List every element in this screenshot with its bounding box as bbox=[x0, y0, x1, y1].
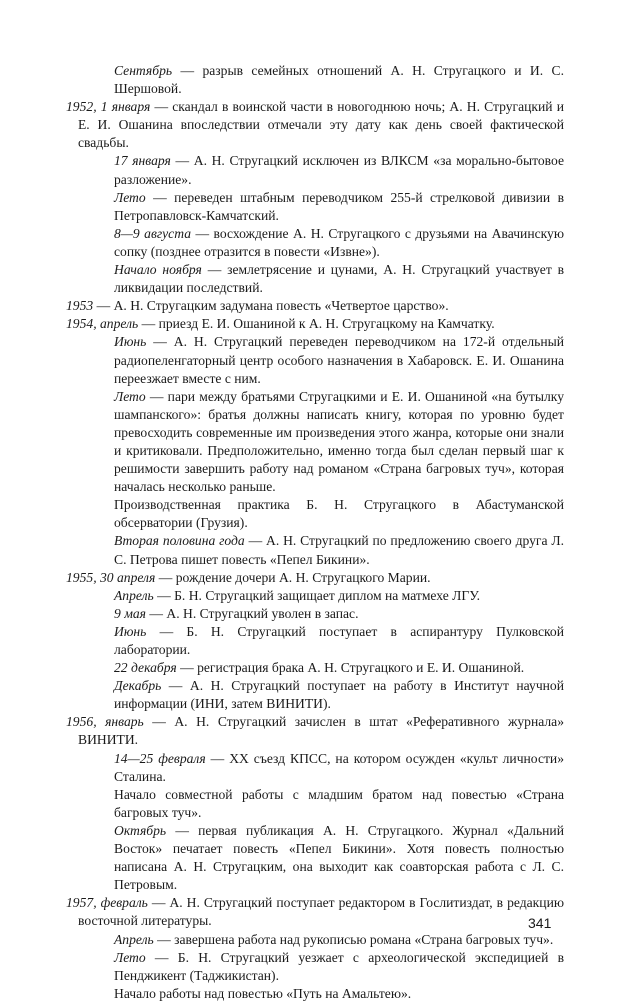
entry-text: — приезд Е. И. Ошаниной к А. Н. Стругацкому на Камчатку. bbox=[138, 316, 495, 332]
entry-text: — XX съезд КПСС, на котором осужден «культ личности» Сталина. bbox=[114, 750, 564, 784]
entry-date-label: 1955, 30 апреля bbox=[66, 569, 156, 585]
entry-text: — А. Н. Стругацкий поступает редактором в Гослитиздат, в редакцию восточной литературы. bbox=[78, 895, 564, 929]
chronology-entry bbox=[66, 152, 564, 188]
entry-date-label: 22 декабря bbox=[114, 660, 177, 676]
chronology-entry bbox=[66, 605, 564, 623]
entry-text: — регистрация брака А. Н. Стругацкого и Е. И. Ошаниной. bbox=[176, 660, 525, 676]
entry-text: — А. Н. Стругацкий переведен переводчиком на 172-й отдельный радиопеленгаторный центр особого назначения в Хабаровск. Е. И. Ошанина переезжает вместе с ним. bbox=[114, 334, 564, 386]
entry-date-label: Лето bbox=[114, 949, 146, 965]
chronology-entry bbox=[66, 189, 564, 225]
entry-date-label: Июнь bbox=[114, 334, 147, 350]
chronology-entry bbox=[66, 388, 564, 497]
entry-text: — А. Н. Стругацкий зачислен в штат «Реферативного журнала» ВИНИТИ. bbox=[78, 714, 564, 748]
chronology-entry bbox=[66, 623, 564, 659]
chronology-entry bbox=[66, 659, 564, 677]
entry-text: — Б. Н. Стругацкий защищает диплом на матмехе ЛГУ. bbox=[153, 587, 481, 603]
chronology-entry bbox=[66, 822, 564, 894]
chronology-entry bbox=[66, 587, 564, 605]
entry-date-label: Сентябрь bbox=[114, 63, 173, 78]
chronology-entry bbox=[66, 315, 564, 333]
entry-text: — первая публикация А. Н. Стругацкого. Журнал «Дальний Восток» печатает повесть «Пепел Бикини». Хотя повесть полностью написана А. Н. Стругацким, она выходит как соавторская работа с Л. С. Петровым. bbox=[114, 822, 564, 893]
chronology-entry bbox=[66, 496, 564, 532]
chronology-entry bbox=[66, 62, 564, 98]
chronology-entry bbox=[66, 532, 564, 568]
chronology-entry bbox=[66, 750, 564, 786]
entry-date-label: 1956, январь bbox=[66, 714, 144, 730]
entry-text: — пари между братьями Стругацкими и Е. И. Ошаниной «на бутылку шампанского»: братья должны написать книгу, которая по уровню будет превосходить современные им произведения этого жанра, которые они знали и критиковали. Предположительно, именно тогда был сделан первый шаг к решимости завершить работу над романом «Страна багровых туч», которая началась несколько раньше. bbox=[114, 388, 564, 495]
entry-text: — А. Н. Стругацким задумана повесть «Четвертое царство». bbox=[93, 298, 449, 314]
entry-date-label: 14—25 февраля bbox=[114, 750, 206, 766]
chronology-entry bbox=[66, 261, 564, 297]
entry-date-label: Начало ноября bbox=[114, 262, 202, 278]
entry-date-label: Июнь bbox=[114, 623, 147, 639]
entry-text: — восхождение А. Н. Стругацкого с друзьями на Авачинскую сопку (позднее отразится в повести «Извне»). bbox=[114, 225, 565, 259]
entry-text: — Б. Н. Стругацкий уезжает с археологической экспедицией в Пенджикент (Таджикистан). bbox=[114, 949, 564, 983]
chronology-entry bbox=[66, 985, 564, 1003]
chronology-entry bbox=[66, 949, 564, 985]
entry-date-label: Лето bbox=[114, 388, 146, 404]
entry-text: — А. Н. Стругацкий уволен в запас. bbox=[146, 605, 359, 621]
entry-text: — Б. Н. Стругацкий поступает в аспирантуру Пулковской лаборатории. bbox=[114, 623, 564, 657]
entry-date-label: 1954, апрель bbox=[66, 316, 139, 332]
chronology-entry bbox=[66, 677, 564, 713]
entry-text: — землетрясение и цунами, А. Н. Стругацкий участвует в ликвидации последствий. bbox=[114, 262, 564, 296]
entry-date-label: 1957, февраль bbox=[66, 895, 148, 911]
chronology-entry bbox=[66, 297, 564, 315]
entry-date-label: 17 января bbox=[114, 153, 171, 169]
chronology-entry bbox=[66, 98, 564, 152]
entry-text: Начало совместной работы с младшим братом над повестью «Страна багровых туч». bbox=[114, 786, 564, 820]
chronology-entry bbox=[66, 713, 564, 749]
page-number: 341 bbox=[528, 915, 552, 931]
chronology-entry bbox=[66, 931, 564, 949]
entry-date-label: Лето bbox=[114, 189, 146, 205]
chronology-entry bbox=[66, 894, 564, 930]
entry-text: — рождение дочери А. Н. Стругацкого Марии. bbox=[155, 569, 431, 585]
entry-date-label: Апрель bbox=[114, 931, 154, 947]
entry-date-label: Апрель bbox=[114, 587, 154, 603]
entry-date-label: Октябрь bbox=[114, 822, 167, 838]
entry-date-label: 1952, 1 января bbox=[66, 99, 151, 115]
chronology-entry bbox=[66, 225, 564, 261]
entry-text: Начало работы над повестью «Путь на Амальтею». bbox=[114, 985, 412, 1001]
entry-date-label: 8—9 августа bbox=[114, 225, 192, 241]
entry-text: — разрыв семейных отношений А. Н. Стругацкого и И. С. Шершовой. bbox=[114, 63, 564, 97]
chronology-text bbox=[66, 62, 564, 1003]
entry-date-label: 1953 bbox=[66, 298, 94, 314]
entry-date-label: Вторая половина года bbox=[114, 533, 245, 549]
entry-text: Производственная практика Б. Н. Стругацкого в Абастуманской обсерватории (Грузия). bbox=[114, 497, 564, 531]
entry-text: — переведен штабным переводчиком 255-й стрелковой дивизии в Петропавловск-Камчатский. bbox=[114, 189, 564, 223]
entry-text: — завершена работа над рукописью романа «Страна багровых туч». bbox=[153, 931, 554, 947]
chronology-entry bbox=[66, 333, 564, 387]
chronology-entry bbox=[66, 786, 564, 822]
entry-date-label: 9 мая bbox=[114, 605, 146, 621]
entry-text: — А. Н. Стругацкий по предложению своего друга Л. С. Петрова пишет повесть «Пепел Бикини». bbox=[114, 533, 564, 567]
entry-text: — А. Н. Стругацкий исключен из ВЛКСМ «за морально-бытовое разложение». bbox=[114, 153, 564, 187]
entry-text: — А. Н. Стругацкий поступает на работу в Институт научной информации (ИНИ, затем ВИНИТИ). bbox=[114, 678, 564, 712]
entry-text: — скандал в воинской части в новогоднюю ночь; А. Н. Стругацкий и Е. И. Ошанина впоследствии отмечали эту дату как день своей фактической свадьбы. bbox=[78, 99, 564, 151]
entry-date-label: Декабрь bbox=[114, 678, 162, 694]
chronology-entry bbox=[66, 569, 564, 587]
